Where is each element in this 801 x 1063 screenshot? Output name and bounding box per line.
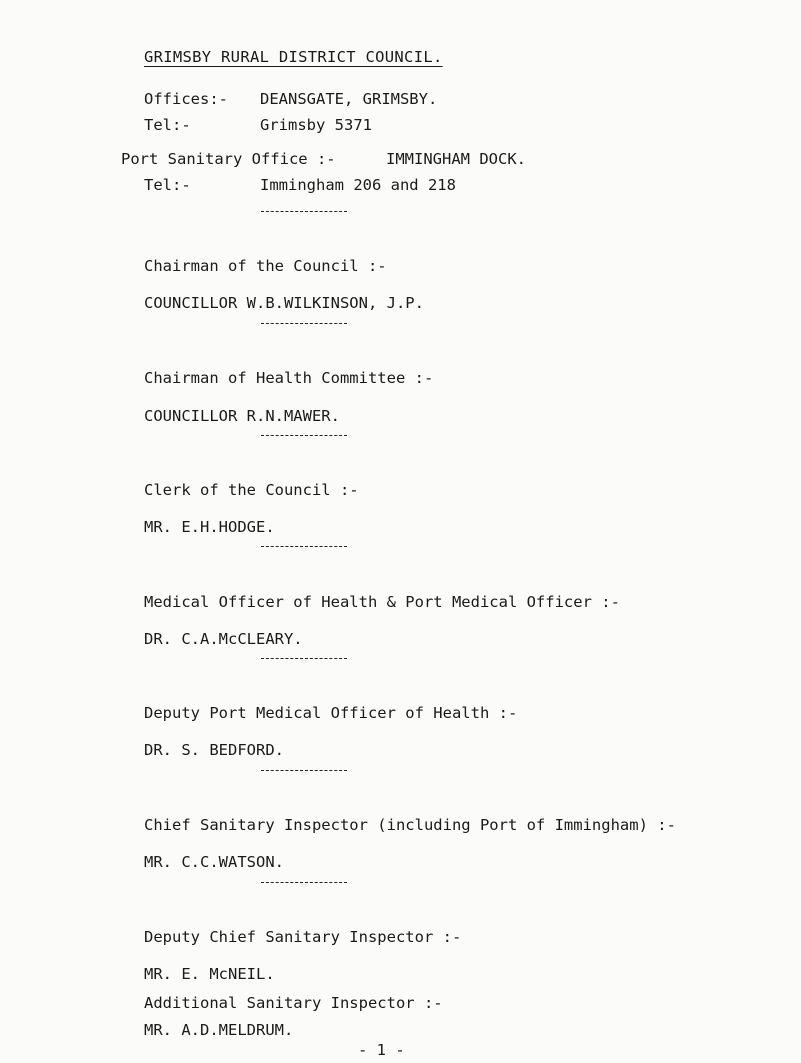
offices-tel-label: Tel:- — [144, 116, 191, 134]
separator — [261, 658, 347, 659]
offices-label: Offices:- — [144, 90, 228, 108]
deputy-inspector-name: MR. E. McNEIL. — [144, 965, 275, 983]
clerk-role: Clerk of the Council :- — [144, 481, 359, 499]
separator — [261, 435, 347, 436]
deputy-medical-officer-name: DR. S. BEDFORD. — [144, 741, 284, 759]
chairman-council-name: COUNCILLOR W.B.WILKINSON, J.P. — [144, 294, 424, 312]
page-number: - 1 - — [358, 1041, 405, 1059]
chief-inspector-role: Chief Sanitary Inspector (including Port of Immingham) :- — [144, 816, 676, 834]
separator — [261, 882, 347, 883]
clerk-name: MR. E.H.HODGE. — [144, 518, 275, 536]
port-office-label: Port Sanitary Office :- — [121, 150, 336, 168]
chairman-health-role: Chairman of Health Committee :- — [144, 369, 434, 387]
chairman-health-name: COUNCILLOR R.N.MAWER. — [144, 407, 340, 425]
medical-officer-name: DR. C.A.McCLEARY. — [144, 630, 303, 648]
additional-inspector-name: MR. A.D.MELDRUM. — [144, 1021, 294, 1039]
deputy-inspector-role: Deputy Chief Sanitary Inspector :- — [144, 928, 462, 946]
port-tel-label: Tel:- — [144, 176, 191, 194]
port-tel-value: Immingham 206 and 218 — [260, 176, 456, 194]
offices-value: DEANSGATE, GRIMSBY. — [260, 90, 438, 108]
separator — [261, 770, 347, 771]
document-title: GRIMSBY RURAL DISTRICT COUNCIL. — [144, 48, 443, 66]
chairman-council-role: Chairman of the Council :- — [144, 257, 387, 275]
offices-tel-value: Grimsby 5371 — [260, 116, 372, 134]
medical-officer-role: Medical Officer of Health & Port Medical Officer :- — [144, 593, 620, 611]
separator — [261, 211, 347, 212]
separator — [261, 546, 347, 547]
additional-inspector-role: Additional Sanitary Inspector :- — [144, 994, 443, 1012]
chief-inspector-name: MR. C.C.WATSON. — [144, 853, 284, 871]
separator — [261, 323, 347, 324]
port-office-value: IMMINGHAM DOCK. — [386, 150, 526, 168]
deputy-medical-officer-role: Deputy Port Medical Officer of Health :- — [144, 704, 518, 722]
